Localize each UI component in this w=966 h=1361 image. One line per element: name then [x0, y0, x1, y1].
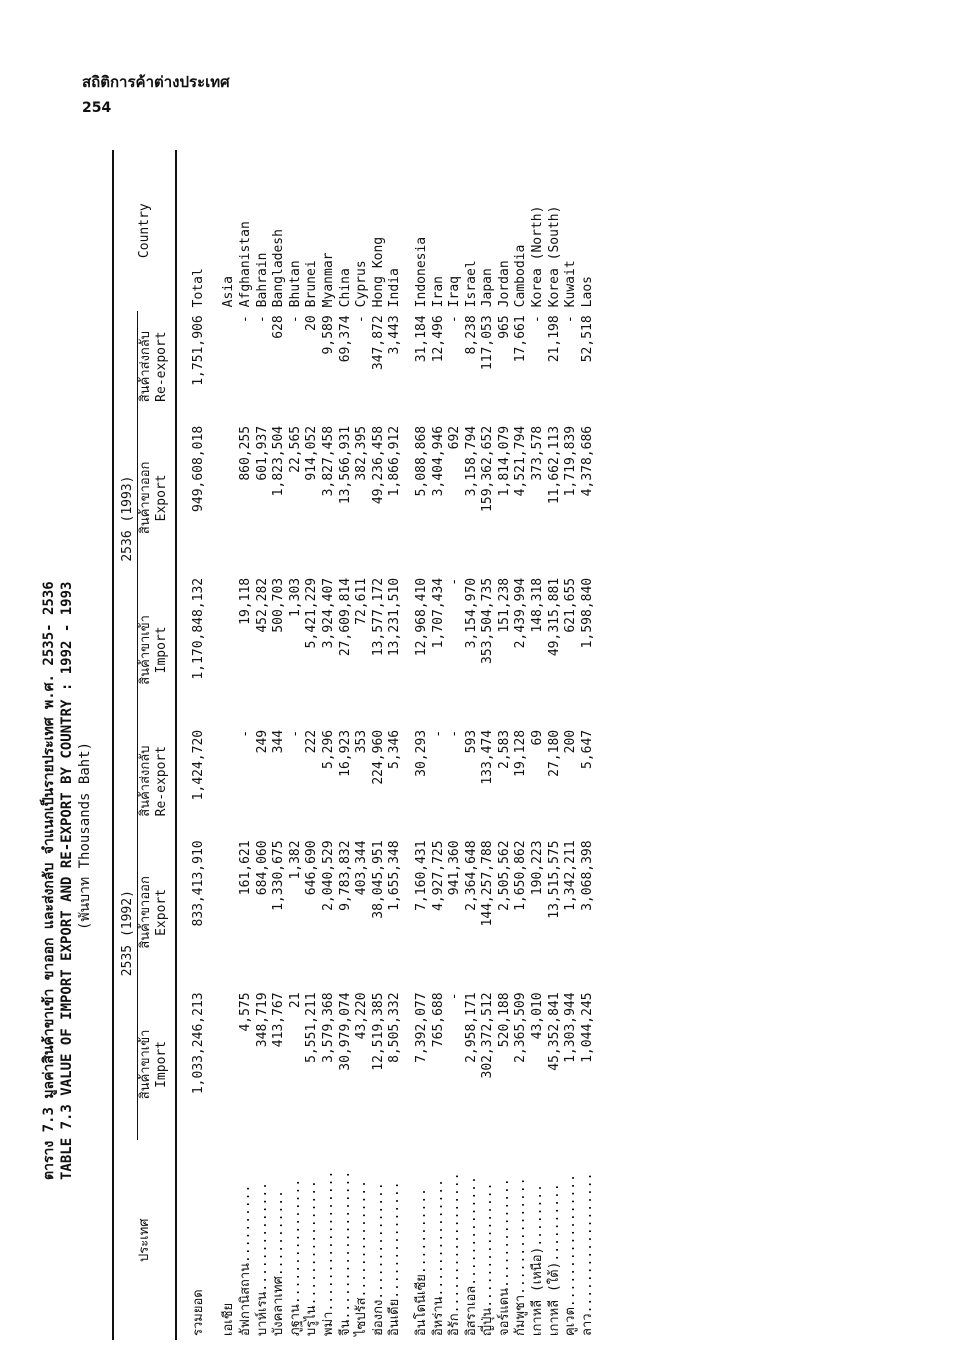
country-thai-name: อิรัก.................. [447, 1172, 463, 1336]
value-cell: 765,688 [430, 992, 446, 1048]
country-thai-header: ประเทศ [137, 1218, 153, 1262]
value-cell: 49,236,458 [370, 425, 386, 505]
value-cell: 2,958,171 [463, 992, 479, 1063]
value-cell: 1,719,839 [563, 425, 579, 497]
value-cell: 1,303 [287, 577, 303, 617]
table-caption [40, 280, 94, 1180]
value-cell: 403,344 [354, 840, 370, 896]
value-cell: - [530, 315, 546, 324]
value-cell: - [237, 729, 253, 738]
value-cell: 7,392,077 [413, 992, 429, 1063]
total-cell: 1,170,848,132 [190, 577, 206, 680]
value-cell: 373,578 [530, 425, 546, 481]
value-cell: 19,128 [513, 729, 529, 777]
value-cell: - [447, 992, 463, 1001]
country-thai-name: บังคลาเทศ........... [271, 1190, 287, 1336]
value-cell: 3,827,458 [320, 425, 336, 497]
value-cell: 684,060 [254, 840, 270, 896]
value-cell: 43,010 [530, 992, 546, 1040]
value-cell: 5,296 [320, 729, 336, 769]
country-row [530, 150, 547, 1340]
value-cell: 30,293 [413, 729, 429, 777]
value-cell: 52,518 [579, 315, 595, 363]
country-row [431, 150, 448, 1340]
value-cell: 344 [271, 729, 287, 754]
country-thai-name: ลาว.................. [579, 1172, 595, 1336]
country-thai-name: จอร์แดน.............. [496, 1178, 512, 1336]
country-english-name: Brunei [304, 260, 320, 308]
year-1992-header: 2535 (1992) [120, 726, 137, 1141]
value-cell: 8,505,332 [387, 992, 403, 1063]
value-cell: 12,968,410 [413, 577, 429, 657]
value-cell: 965 [496, 315, 512, 339]
caption-units: (พันบาท Thousands Baht) [77, 741, 93, 930]
country-english-name: Jordan [496, 260, 512, 308]
value-cell: 1,655,348 [387, 840, 403, 911]
value-cell: 11,662,113 [546, 425, 562, 505]
value-cell: 4,575 [237, 992, 253, 1032]
import-1993-header [137, 574, 171, 726]
value-cell: 7,160,431 [413, 840, 429, 911]
value-cell: 13,231,510 [387, 577, 403, 657]
value-cell: 9,589 [320, 315, 336, 355]
country-thai-name: ภูฐาน................ [287, 1178, 303, 1336]
value-cell: 13,515,575 [546, 840, 562, 919]
country-english-name: China [337, 268, 353, 308]
group-spacer [404, 150, 414, 1340]
export-en-label: Export [154, 888, 170, 936]
value-cell: 4,927,725 [430, 840, 446, 911]
country-row [513, 150, 530, 1340]
value-cell: 348,719 [254, 992, 270, 1048]
value-cell: 161,621 [237, 840, 253, 896]
value-cell: 4,521,794 [513, 425, 529, 497]
value-cell: 27,609,814 [337, 577, 353, 657]
value-cell: 601,937 [254, 425, 270, 481]
value-cell: 347,872 [370, 315, 386, 371]
value-cell: 151,238 [496, 577, 512, 633]
value-cell: - [563, 315, 579, 324]
value-cell: 3,404,946 [430, 425, 446, 497]
country-english-name: Laos [579, 276, 595, 308]
country-english-name: Kuwait [563, 260, 579, 308]
country-english-name: Bhutan [287, 260, 303, 308]
value-cell: 22,565 [287, 425, 303, 473]
reexport-th-label: สินค้าส่งกลับ [137, 745, 153, 817]
country-thai-name: เกาหลี (ใต้).......... [546, 1183, 562, 1336]
value-cell: 2,583 [496, 729, 512, 769]
value-cell: 1,330,675 [271, 840, 287, 911]
value-cell: 27,180 [546, 729, 562, 777]
value-cell: 353,504,735 [480, 577, 496, 664]
reexport-th-label: สินค้าส่งกลับ [137, 330, 153, 403]
value-cell: 117,053 [480, 315, 496, 371]
top-rule [113, 150, 120, 1340]
value-cell: 12,519,385 [370, 992, 386, 1071]
country-english-name: Afghanistan [237, 221, 253, 308]
value-cell: 1,814,079 [496, 425, 512, 497]
value-cell: 144,257,788 [480, 840, 496, 927]
value-cell: 222 [304, 729, 320, 754]
country-row [304, 150, 321, 1340]
country-row [414, 150, 431, 1340]
value-cell: 1,650,862 [513, 840, 529, 911]
value-cell: 628 [271, 315, 287, 339]
import-1992-header [137, 988, 171, 1140]
value-cell: 13,577,172 [370, 577, 386, 657]
total-cell: 833,413,910 [190, 840, 206, 927]
publication-title: สถิติการค้าต่างประเทศ [82, 73, 230, 91]
country-row [288, 150, 305, 1340]
reexport-1992-header [137, 726, 171, 837]
value-cell: 21,198 [546, 315, 562, 363]
value-cell: 3,443 [387, 315, 403, 355]
value-cell: 69 [530, 729, 546, 746]
value-cell: 133,474 [480, 729, 496, 785]
value-cell: 5,421,229 [304, 577, 320, 649]
value-cell: - [237, 315, 253, 324]
country-row [321, 150, 338, 1340]
country-thai-name: อิสราเอล.............. [463, 1176, 479, 1336]
import-en-label: Import [154, 626, 170, 674]
value-cell: 2,505,562 [496, 840, 512, 911]
value-cell: 69,374 [337, 315, 353, 363]
caption-english: TABLE 7.3 VALUE OF IMPORT EXPORT AND RE-EXPORT BY COUNTRY : 1992 - 1993 [59, 581, 75, 1180]
country-row [255, 150, 272, 1340]
country-english-name: Korea (North) [530, 205, 546, 308]
value-cell: 593 [463, 729, 479, 754]
value-cell: 3,158,794 [463, 425, 479, 497]
country-row [271, 150, 288, 1340]
country-row [547, 150, 564, 1340]
country-thai-name: คูเวต................. [563, 1174, 579, 1336]
value-cell: 353 [354, 729, 370, 754]
country-english-header: Country [137, 203, 153, 259]
country-thai-name: เกาหลี (เหนือ)........ [530, 1184, 546, 1336]
value-cell: 692 [447, 425, 463, 450]
value-cell: 249 [254, 729, 270, 754]
export-1992-header [137, 836, 171, 988]
value-cell: 21 [287, 992, 303, 1009]
value-cell: 1,382 [287, 840, 303, 880]
region-row [221, 150, 238, 1340]
country-english-name: Bangladesh [271, 229, 287, 308]
value-cell: 5,088,868 [413, 425, 429, 497]
country-english-name: Iraq [447, 276, 463, 308]
value-cell: 72,611 [354, 577, 370, 625]
value-cell: 5,346 [387, 729, 403, 769]
value-cell: 19,118 [237, 577, 253, 625]
value-cell: 1,044,245 [579, 992, 595, 1063]
country-row [447, 150, 464, 1340]
total-cell: 1,424,720 [190, 729, 206, 801]
value-cell: 2,439,994 [513, 577, 529, 649]
page-number: 254 [82, 100, 112, 116]
country-row [497, 150, 514, 1340]
value-cell: 382,395 [354, 425, 370, 481]
country-thai-name: บาห์เรน.............. [254, 1181, 270, 1336]
export-en-label: Export [154, 474, 170, 522]
region-english-label: Asia [221, 276, 237, 308]
country-row [371, 150, 388, 1340]
country-thai-name: ฮ่องกง............... [370, 1182, 386, 1336]
country-row [580, 150, 597, 1340]
country-english-name: Indonesia [413, 236, 429, 308]
value-cell: 2,365,509 [513, 992, 529, 1063]
value-cell: 190,223 [530, 840, 546, 896]
total-thai-label: รวมยอด [190, 1289, 206, 1336]
value-cell: 13,566,931 [337, 425, 353, 505]
country-english-name: Hong Kong [370, 236, 386, 308]
country-english-name: Iran [430, 276, 446, 308]
country-english-name: India [387, 268, 403, 308]
country-thai-name: อินโดนีเซีย........... [413, 1188, 429, 1336]
value-cell: 148,318 [530, 577, 546, 633]
value-cell: 43,220 [354, 992, 370, 1040]
country-english-name: Japan [480, 268, 496, 308]
year-header-row [120, 150, 137, 1340]
rotated-table-block [40, 150, 920, 1340]
value-cell: 3,924,407 [320, 577, 336, 649]
value-cell: 30,979,074 [337, 992, 353, 1071]
country-row [464, 150, 481, 1340]
table-body [113, 150, 596, 1340]
value-cell: 941,360 [447, 840, 463, 896]
value-cell: 3,154,970 [463, 577, 479, 649]
value-cell: - [287, 729, 303, 738]
value-cell: 5,551,211 [304, 992, 320, 1063]
import-en-label: Import [154, 1040, 170, 1088]
country-thai-name: พม่า.................. [320, 1170, 336, 1336]
value-cell: 452,282 [254, 577, 270, 633]
value-cell: 1,598,840 [579, 577, 595, 649]
value-cell: - [447, 577, 463, 586]
value-cell: 520,188 [496, 992, 512, 1048]
value-cell: 17,661 [513, 315, 529, 363]
total-english-label: Total [190, 268, 206, 308]
value-cell: 159,362,652 [480, 425, 496, 512]
value-cell: 2,364,648 [463, 840, 479, 911]
value-cell: 646,690 [304, 840, 320, 896]
value-cell: 914,052 [304, 425, 320, 481]
value-cell: 20 [304, 315, 320, 331]
value-cell: 38,045,951 [370, 840, 386, 919]
reexport-1993-header [137, 311, 171, 422]
value-cell: 3,579,368 [320, 992, 336, 1063]
caption-thai: ตาราง 7.3 มูลค่าสินค้าขาเข้า ขาออก และส่งกลับ จำแนกเป็นรายประเทศ พ.ศ. 2535- 2536 [41, 581, 57, 1180]
trade-table [112, 150, 596, 1340]
value-cell: 1,866,912 [387, 425, 403, 497]
page-header [82, 72, 230, 116]
export-th-label: สินค้าขาออก [137, 876, 153, 949]
country-thai-name: ไซปรัส............... [354, 1180, 370, 1336]
total-cell: 949,608,018 [190, 425, 206, 512]
value-cell: - [447, 315, 463, 324]
value-cell: - [287, 315, 303, 324]
value-cell: - [254, 315, 270, 324]
reexport-en-label: Re-export [154, 745, 170, 817]
country-thai-name: กัมพูชา............... [513, 1177, 529, 1336]
total-cell: 1,751,906 [190, 315, 206, 386]
country-thai-name: อิหร่าน............... [430, 1179, 446, 1336]
country-thai-name: อินเดีย............... [387, 1181, 403, 1336]
export-1993-header [137, 422, 171, 574]
value-cell: 31,184 [413, 315, 429, 363]
value-cell: 2,040,529 [320, 840, 336, 911]
country-row [387, 150, 404, 1340]
value-cell: 9,783,832 [337, 840, 353, 911]
value-cell: 3,068,398 [579, 840, 595, 911]
country-english-name: Bahrain [254, 252, 270, 308]
value-cell: 49,315,881 [546, 577, 562, 657]
country-row [480, 150, 497, 1340]
value-cell: - [430, 729, 446, 738]
country-thai-name: จีน................... [337, 1170, 353, 1336]
value-cell: 4,378,686 [579, 425, 595, 497]
value-cell: 224,960 [370, 729, 386, 785]
total-cell: 1,033,246,213 [190, 992, 206, 1095]
year-1993-header: 2536 (1993) [120, 311, 137, 726]
value-cell: 8,238 [463, 315, 479, 355]
import-th-label: สินค้าขาเข้า [137, 615, 153, 685]
country-row [563, 150, 580, 1340]
reexport-en-label: Re-export [154, 331, 170, 402]
value-cell: 413,767 [271, 992, 287, 1048]
country-thai-name: อัฟกานิสถาน.......... [237, 1184, 253, 1336]
country-row [338, 150, 355, 1340]
value-cell: 200 [563, 729, 579, 754]
value-cell: 621,655 [563, 577, 579, 633]
total-row [176, 150, 222, 1340]
country-english-name: Korea (South) [546, 205, 562, 308]
value-cell: 500,703 [271, 577, 287, 633]
value-cell: 860,255 [237, 425, 253, 481]
country-english-name: Myanmar [320, 252, 336, 308]
value-cell: 12,496 [430, 315, 446, 363]
import-th-label: สินค้าขาเข้า [137, 1029, 153, 1100]
value-cell: 302,372,512 [480, 992, 496, 1079]
value-cell: - [447, 729, 463, 738]
value-cell: 16,923 [337, 729, 353, 777]
country-english-name: Cyprus [354, 260, 370, 308]
country-thai-name: ญี่ปุ่น................ [480, 1182, 496, 1336]
country-row [354, 150, 371, 1340]
region-thai-label: เอเชีย [221, 1302, 237, 1336]
country-english-name: Cambodia [513, 244, 529, 308]
country-row [238, 150, 255, 1340]
value-cell: 1,823,504 [271, 425, 287, 497]
export-th-label: สินค้าขาออก [137, 461, 153, 535]
country-thai-name: บรูไน................ [304, 1180, 320, 1336]
value-cell: 1,342,211 [563, 840, 579, 911]
country-english-name: Israel [463, 260, 479, 308]
value-cell: 1,303,944 [563, 992, 579, 1063]
value-cell: 1,707,434 [430, 577, 446, 649]
value-cell: 5,647 [579, 729, 595, 769]
value-cell: 45,352,841 [546, 992, 562, 1071]
value-cell: - [354, 315, 370, 324]
